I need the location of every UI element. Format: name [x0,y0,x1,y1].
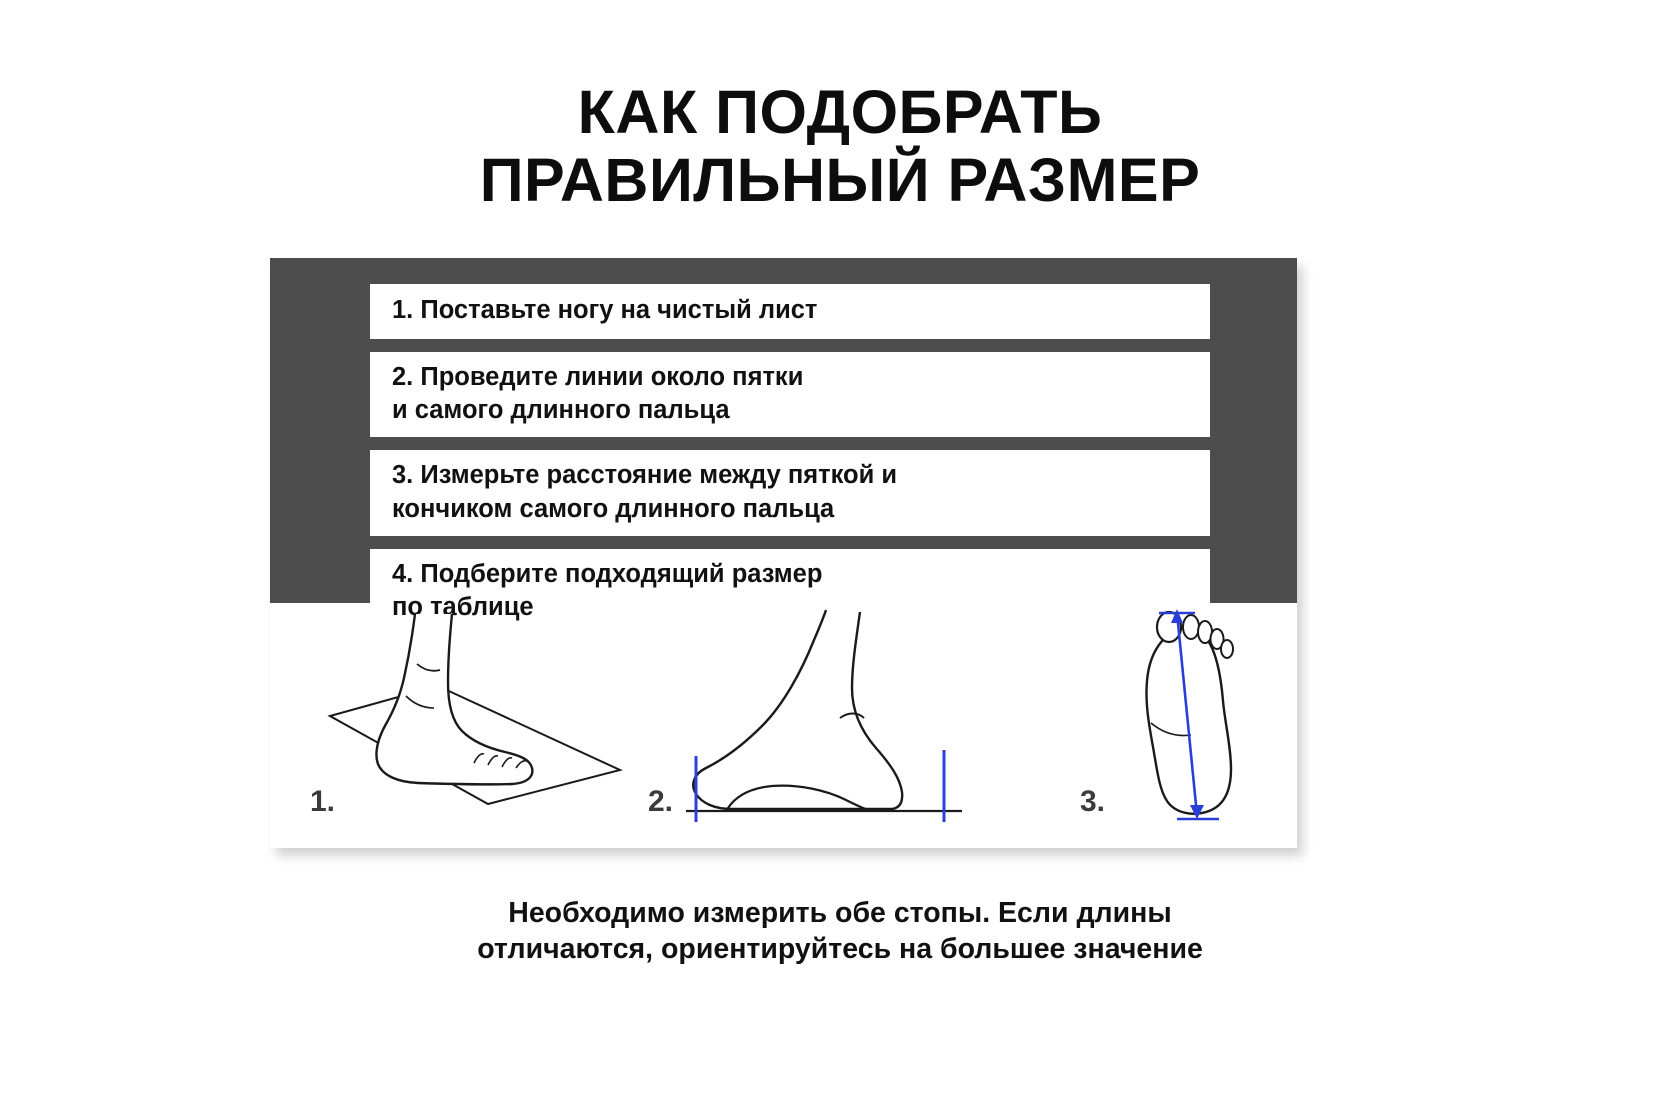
footer-note-line-1: Необходимо измерить обе стопы. Если длины [508,897,1172,929]
foot-sole-with-length-arrow-icon [1115,605,1265,831]
illustration-label-2: 2. [648,785,674,818]
step-text-2-line-2: и самого длинного пальца [392,396,730,425]
footer-note-line-2: отличаются, ориентируйтесь на большее значение [477,933,1203,966]
page-title [0,78,1680,215]
illustrations-row [270,603,1297,848]
steps-list [370,284,1210,647]
foot-on-paper-sheet-icon [320,608,630,828]
page-title-line-2: ПРАВИЛЬНЫЙ РАЗМЕР [479,146,1201,215]
step-text-4-line-2: по таблице [392,592,534,621]
step-text-3-line-2: кончиком самого длинного пальца [392,494,835,523]
step-number-3: 3. [392,461,421,490]
step-text-2-line-1: Проведите линии около пятки [420,363,804,392]
step-item-1 [370,284,1210,339]
foot-side-view-with-measure-lines-icon [680,608,980,828]
step-number-2: 2. [392,363,421,392]
step-text-4-line-1: Подберите подходящий размер [420,559,823,588]
instructions-card [270,258,1297,848]
illustration-label-1: 1. [310,785,336,818]
step-number-4: 4. [392,559,421,588]
step-text-1: Поставьте ногу на чистый лист [420,296,818,324]
step-item-2 [370,352,1210,437]
illustration-label-3: 3. [1080,785,1106,818]
step-number-1: 1. [392,296,421,324]
step-text-3-line-1: Измерьте расстояние между пяткой и [420,461,898,490]
footer-note [0,895,1680,968]
page-title-line-1: КАК ПОДОБРАТЬ [577,78,1103,146]
step-item-3 [370,450,1210,535]
